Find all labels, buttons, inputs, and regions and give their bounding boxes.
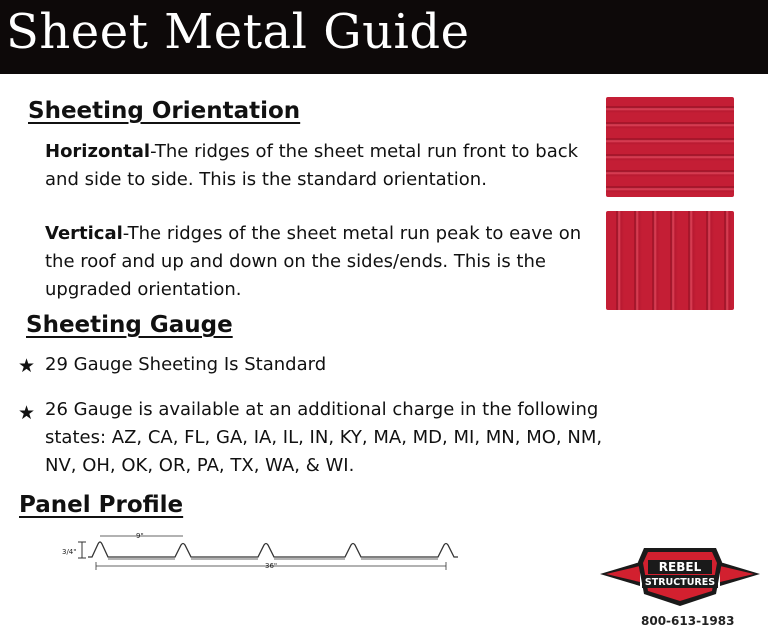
horizontal-text: -The ridges of the sheet metal run front to back and side to side. This is the standard orientation. (45, 141, 579, 190)
page-title: Sheet Metal Guide (6, 4, 470, 60)
profile-heading: Panel Profile (19, 492, 184, 518)
phone-number: 800-613-1983 (641, 614, 735, 628)
horizontal-description (45, 138, 605, 194)
horizontal-term: Horizontal (45, 141, 151, 162)
horizontal-panel-image (606, 97, 734, 197)
height-dimension-label: 3/4" (62, 548, 77, 556)
logo-text-structures: STRUCTURES (644, 577, 716, 588)
panel-profile-diagram (60, 530, 470, 575)
vertical-panel-image (606, 211, 734, 310)
title-bar (0, 0, 768, 74)
orientation-heading: Sheeting Orientation (28, 98, 301, 124)
logo-text-rebel: REBEL (658, 560, 702, 574)
star-icon: ★ (18, 355, 36, 377)
gauge-bullet-1: 29 Gauge Sheeting Is Standard (45, 354, 327, 375)
gauge-heading: Sheeting Gauge (26, 312, 233, 338)
vertical-term: Vertical (45, 223, 123, 244)
gauge-bullet-2: 26 Gauge is available at an additional charge in the following states: AZ, CA, FL, GA, IA, IL, IN, KY, MA, MD, MI, MN, MO, NM, NV, OH, OK, OR, PA, TX, WA, & WI. (45, 399, 603, 476)
width-dimension-label: 36" (265, 562, 278, 570)
rebel-structures-logo (600, 540, 760, 608)
vertical-description (45, 220, 605, 304)
vertical-text: -The ridges of the sheet metal run peak to eave on the roof and up and down on the sides/ends. This is the upgraded orientation. (45, 223, 582, 300)
star-icon: ★ (18, 402, 36, 424)
rib-dimension-label: 9" (136, 532, 144, 540)
